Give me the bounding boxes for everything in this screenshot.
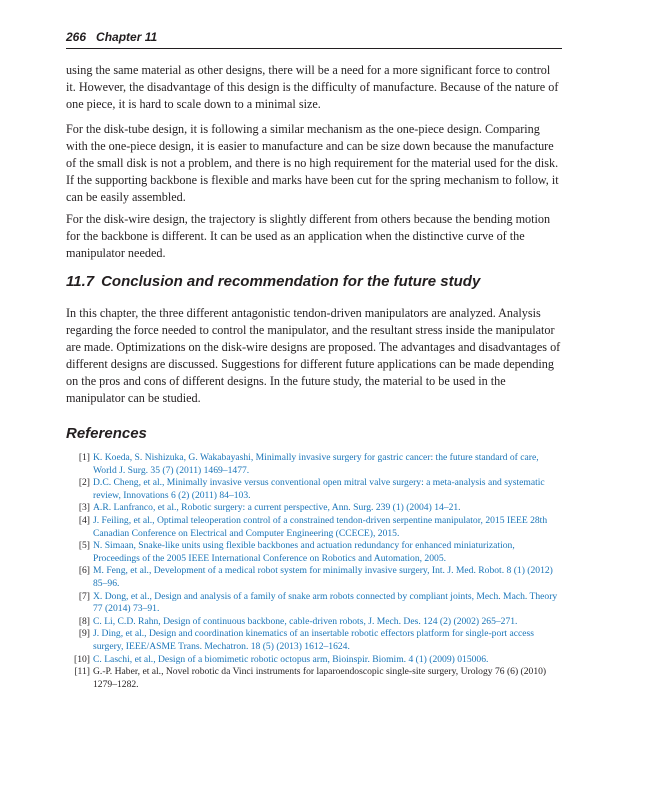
reference-link[interactable]: M. Feng, et al., Development of a medical robot system for minimally invasive surgery, Int. J. Med. Robot. 8 (1) (2012) 85–96. xyxy=(93,565,553,589)
reference-number: [9] xyxy=(78,628,90,640)
page-number: 266 xyxy=(66,30,87,44)
reference-item xyxy=(66,616,562,629)
references-heading: References xyxy=(66,425,147,442)
reference-link[interactable]: C. Li, C.D. Rahn, Design of continuous backbone, cable-driven robots, J. Mech. Des. 124 (2) (2002) 265–271. xyxy=(93,615,518,627)
reference-number: [6] xyxy=(78,565,90,577)
reference-number: [11] xyxy=(74,666,90,678)
reference-number: [1] xyxy=(78,452,90,463)
reference-link[interactable]: X. Dong, et al., Design and analysis of a family of snake arm robots connected by compliant joints, Mech. Mach. Theory 77 (2014) 73–91. xyxy=(93,590,558,615)
reference-item xyxy=(66,477,562,502)
reference-list xyxy=(66,452,562,691)
reference-item xyxy=(66,591,562,616)
reference-link[interactable]: J. Feiling, et al., Optimal teleoperation control of a constrained tendon-driven serpentine manipulator, 2015 IEEE 28th Canadian Conference on Electrical and Computer Engineering (CCECE), 2015. xyxy=(93,514,548,539)
conclusion-paragraph: In this chapter, the three different antagonistic tendon-driven manipulators are analyzed. Analysis regarding the force needed to control the manipulator, and the resultant stress inside the manipulator are made. Optimizations on the disk-wire designs are proposed. The advantages and disadvantages of different designs are discussed. Suggestions for different future applications can be made depending on the pros and cons of different designs. In the future study, the material to be used in the manipulator can be studied. xyxy=(66,306,561,405)
reference-item xyxy=(66,565,562,590)
reference-link[interactable]: N. Simaan, Snake-like units using flexible backbones and actuation redundancy for enhanced miniaturization, Proceedings of the 2005 IEEE International Conference on Robotics and Automation, 2005. xyxy=(93,540,515,564)
reference-number: [10] xyxy=(74,653,90,665)
paragraph-one-piece-design: using the same material as other designs, there will be a need for a more significant force to control it. However, the disadvantage of this design is the difficulty of manufacture. Because of the nature of one piece, it is hard to scale down to a minimal size. xyxy=(66,63,559,111)
running-header xyxy=(66,30,562,44)
reference-text: G.-P. Haber, et al., Novel robotic da Vinci instruments for laparoendoscopic single-site surgery, Urology 76 (6) (2010) 1279–1282. xyxy=(93,666,547,690)
reference-number: [8] xyxy=(78,615,90,627)
header-rule xyxy=(66,48,562,49)
section-number: 11.7 xyxy=(66,273,95,290)
paragraph-disk-wire-design: For the disk-wire design, the trajectory is slightly different from others because the bending motion for the backbone is different. It can be used as an application when the distinctive curve of the manipulator needed. xyxy=(66,212,551,260)
reference-number: [7] xyxy=(78,590,90,602)
reference-link[interactable]: C. Laschi, et al., Design of a biomimetic robotic octopus arm, Bioinspir. Biomim. 4 (1) (2009) 015006. xyxy=(93,653,489,665)
reference-item xyxy=(66,628,562,653)
reference-item xyxy=(66,540,562,565)
paragraph-disk-tube-design: For the disk-tube design, it is following a similar mechanism as the one-piece design. Comparing with the one-piece design, it is easier to manufacture and can be size down because the manufacture of the small disk is not a problem, and there is no high requirement for the material used for the disk. If the supporting backbone is flexible and marks have been cut for the spring mechanism to follow, it can be easily assembled. xyxy=(66,122,559,204)
reference-link[interactable]: J. Ding, et al., Design and coordination kinematics of an insertable robotic effectors platform for single-port access surgery, IEEE/ASME Trans. Mechatron. 18 (5) (2013) 1612–1624. xyxy=(93,628,534,652)
reference-item xyxy=(66,452,562,477)
section-title: Conclusion and recommendation for the future study xyxy=(101,273,481,290)
reference-link[interactable]: A.R. Lanfranco, et al., Robotic surgery: a current perspective, Ann. Surg. 239 (1) (2004) 14–21. xyxy=(93,502,461,514)
reference-link[interactable]: D.C. Cheng, et al., Minimally invasive versus conventional open mitral valve surgery: a meta-analysis and systematic review, Innovations 6 (2) (2011) 84–103. xyxy=(93,477,545,501)
reference-item xyxy=(66,502,562,515)
reference-item xyxy=(66,654,562,667)
reference-item xyxy=(66,666,562,691)
chapter-label: Chapter 11 xyxy=(96,30,158,44)
reference-number: [4] xyxy=(78,514,90,526)
section-heading xyxy=(66,273,480,290)
reference-number: [2] xyxy=(78,477,90,489)
reference-number: [5] xyxy=(78,540,90,552)
reference-link[interactable]: K. Koeda, S. Nishizuka, G. Wakabayashi, Minimally invasive surgery for gastric cancer: the future standard of care, World J. Surg. 35 (7) (2011) 1469–1477. xyxy=(93,452,539,476)
reference-number: [3] xyxy=(78,502,90,514)
reference-item xyxy=(66,515,562,540)
